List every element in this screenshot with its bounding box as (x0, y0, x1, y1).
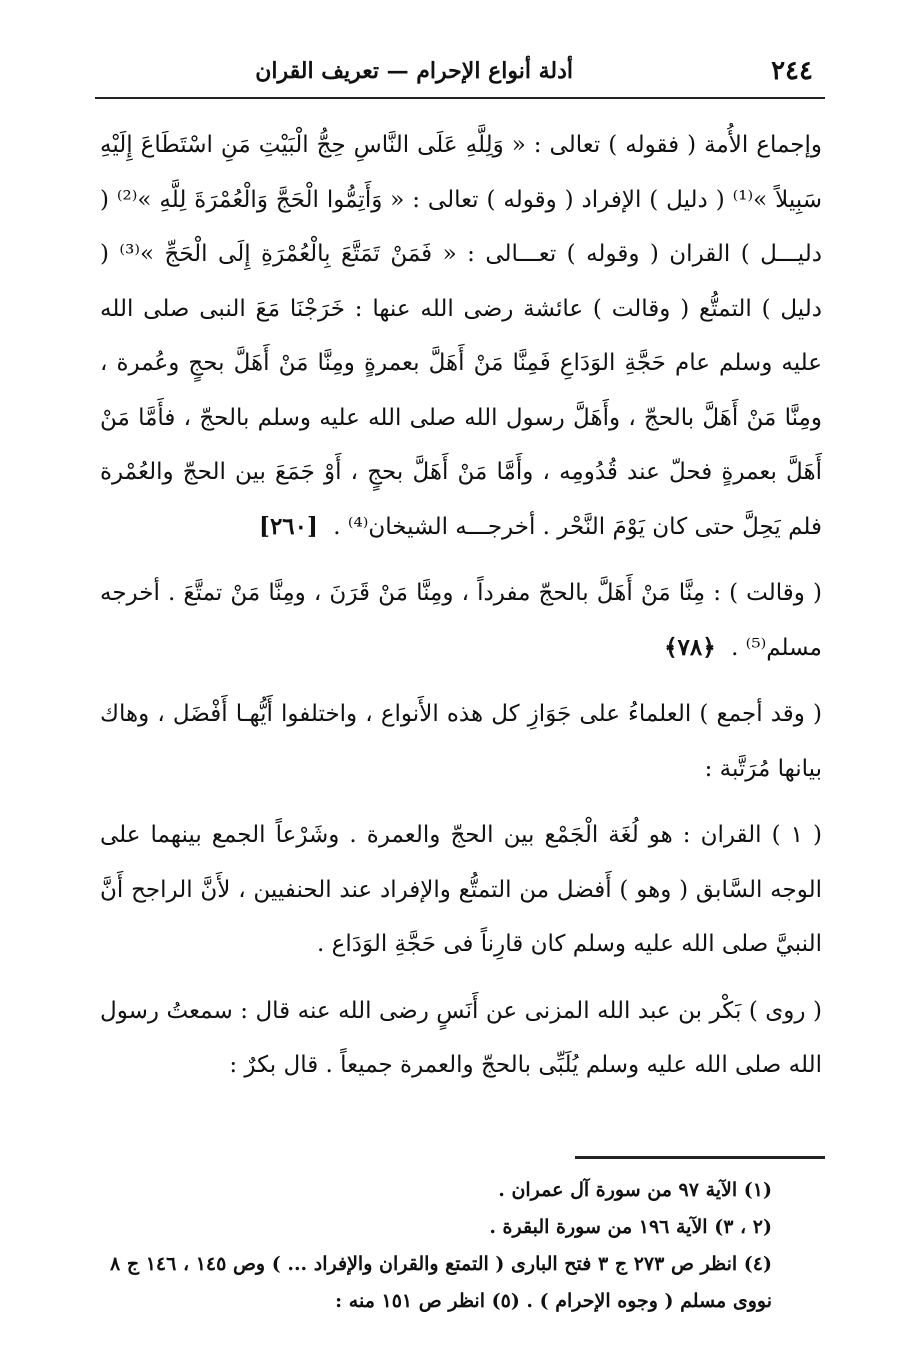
paragraph-text: ( وقالت ) : مِنَّا مَنْ أَهَلَّ بالحجّ مفرداً ، ومِنَّا مَنْ قَرَنَ ، ومِنَّا مَنْ تمتَّعَ . أخرجه مسلم⁽⁵⁾ . (100, 580, 822, 661)
header-rule (95, 97, 825, 99)
paragraph-5 (100, 984, 822, 1093)
footnote-2: (٢ ، ٣) الآية ١٩٦ من سورة البقرة . (489, 1216, 772, 1238)
footnote-3: (٤) انظر ص ٢٧٣ ج ٣ فتح البارى ( التمتع والقران والإفراد ... ) وص ١٤٥ ، ١٤٦ ج ٨ نووى مسلم ( وجوه الإحرام ) . (٥) انظر ص ١٥١ منه : (110, 1253, 772, 1312)
main-text (100, 118, 822, 1093)
paragraph-text: ( ١ ) القران : هو لُغَة الْجَمْع بين الحجّ والعمرة . وشَرْعاً الجمع بينهما على الوجه السَّابق ( وهو ) أَفضل من التمتُّع والإفراد عند الحنفيين ، لأَنَّ الراجح أَنَّ النبيَّ صلى الله عليه وسلم كان قارِناً فى حَجَّةِ الوَدَاع . (100, 822, 822, 957)
footnotes (100, 1172, 822, 1320)
page-header (95, 52, 823, 94)
paragraph-1 (100, 118, 822, 554)
paragraph-text: وإجماع الأُمة ( فقوله ) تعالى : « وَلِلَّهِ عَلَى النَّاسِ حِجُّ الْبَيْتِ مَنِ اسْتَطَاعَ إِلَيْهِ سَبِيلاً »⁽¹⁾ ( دليل ) الإفراد ( وقوله ) تعالى : « وَأَتِمُّوا الْحَجَّ وَالْعُمْرَةَ لِلَّهِ »⁽²⁾ ( دليـــل ) القران ( وقوله ) تعـــالى : « فَمَنْ تَمَتَّعَ بِالْعُمْرَةِ إِلَى الْحَجِّ »⁽³⁾ ( دليل ) التمتُّع ( وقالت ) عائشة رضى الله عنها : خَرَجْنَا مَعَ النبى صلى الله عليه وسلم عام حَجَّةِ الوَدَاعِ فَمِنَّا مَنْ أَهَلَّ بعمرةٍ ومِنَّا مَنْ أَهَلَّ بحجٍ وعُمرة ، ومِنَّا مَنْ أَهَلَّ بالحجّ ، وأَهَلَّ رسول الله صلى الله عليه وسلم بالحجّ ، فأَمَّا مَنْ أَهَلَّ بعمرةٍ فحلّ عند قُدُومِه ، وأَمَّا مَنْ أَهَلَّ بحجٍ ، أَوْ جَمَعَ بين الحجّ والعُمْرة فلم يَحِلَّ حتى كان يَوْمَ النَّحْر . أخرجـــه الشيخان⁽⁴⁾ . (100, 132, 822, 540)
hadith-number: [٢٦٠] (259, 512, 318, 540)
page-number: ٢٤٤ (771, 56, 813, 86)
hadith-number: ﴿٧٨﴾ (664, 633, 716, 661)
footnote-1: (١) الآية ٩٧ من سورة آل عمران . (498, 1179, 772, 1201)
paragraph-text: ( وقد أجمع ) العلماءُ على جَوَازِ كل هذه الأَنواع ، واختلفوا أَيُّهـا أَفْضَل ، وهاك بيانها مُرَتَّبة : (100, 701, 822, 782)
paragraph-4 (100, 808, 822, 972)
paragraph-3 (100, 687, 822, 796)
footnote-rule (575, 1156, 825, 1159)
running-title: أدلة أنواع الإحرام — تعريف القران (255, 58, 573, 84)
paragraph-2 (100, 566, 822, 675)
paragraph-text: ( روى ) بَكْر بن عبد الله المزنى عن أَنَسٍ رضى الله عنه قال : سمعتُ رسول الله صلى الله عليه وسلم يُلَبِّى بالحجّ والعمرة جميعاً . قال بكرٌ : (100, 997, 822, 1078)
